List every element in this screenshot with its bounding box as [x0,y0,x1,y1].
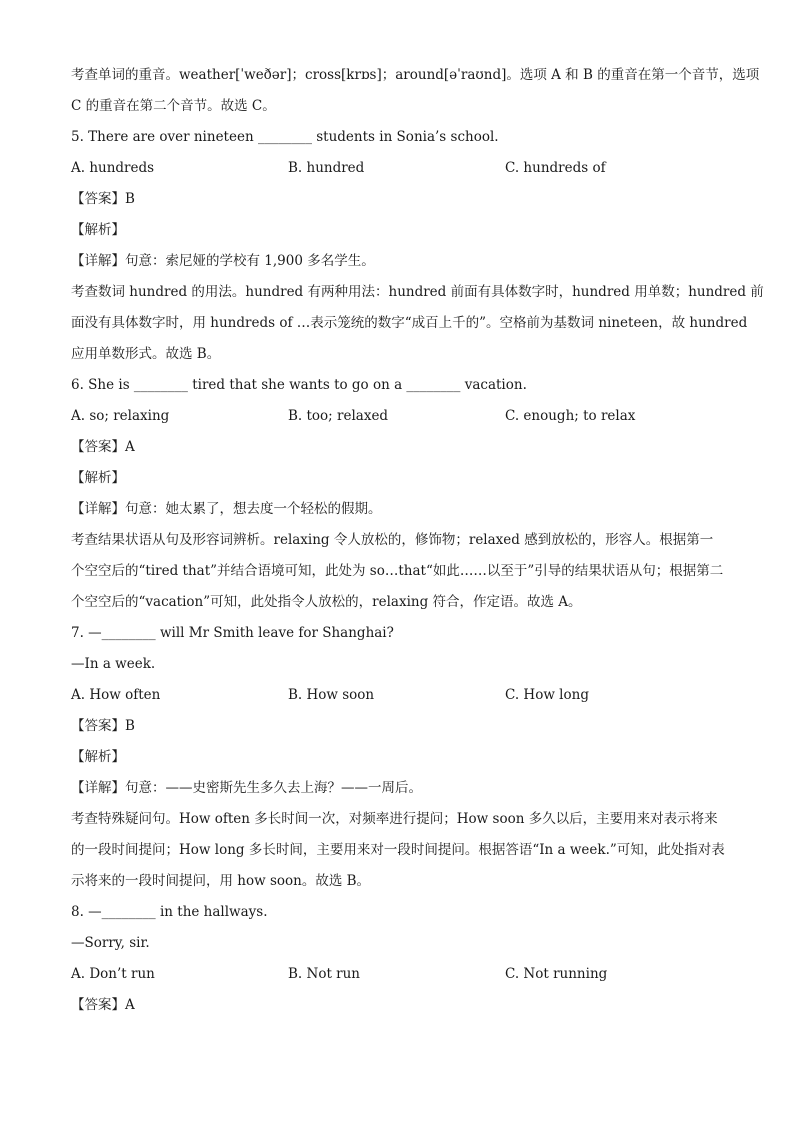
question-8-options [71,963,726,994]
answer-line: 【答案】A [71,997,135,1013]
analysis-heading: 【解析】 [71,470,125,486]
question-6: 6. She is ________ tired that she wants to go on a ________ vacation. [71,377,527,393]
question-8: 8. —________ in the hallways. [71,904,268,920]
question-7-options [71,684,726,715]
question-5: 5. There are over nineteen ________ students in Sonia’s school. [71,129,499,145]
option-a: A. hundreds [71,160,155,176]
document-page [71,64,764,1025]
analysis-heading: 【解析】 [71,222,125,238]
question-7-reply: —In a week. [71,656,156,672]
option-a: A. Don’t run [71,966,155,982]
option-b: B. How soon [288,687,375,703]
answer-line: 【答案】A [71,439,135,455]
text-line: 面没有具体数字时，用 hundreds of …表示笼统的数字“成百上千的”。空格前为基数词 nineteen，故 hundred [71,315,748,331]
option-c: C. enough; to relax [505,408,636,424]
detail-line: 【详解】句意：——史密斯先生多久去上海？——一周后。 [71,780,422,796]
option-b: B. hundred [288,160,365,176]
question-7: 7. —________ will Mr Smith leave for Shanghai? [71,625,394,641]
analysis-heading: 【解析】 [71,749,125,765]
text-line: 示将来的一段时间提问，用 how soon。故选 B。 [71,873,371,889]
detail-line: 【详解】句意：她太累了，想去度一个轻松的假期。 [71,501,382,517]
text-line: 应用单数形式。故选 B。 [71,346,221,362]
option-c: C. How long [505,687,589,703]
text-line: 个空空后的“vacation”可知，此处指令人放松的，relaxing 符合，作定语。故选 A。 [71,594,582,610]
text-line: 考查结果状语从句及形容词辨析。relaxing 令人放松的，修饰物；relaxed 感到放松的，形容人。根据第一 [71,532,714,548]
option-a: A. so; relaxing [71,408,170,424]
text-line: 的一段时间提问；How long 多长时间，主要用来对一段时间提问。根据答语“In a week.”可知，此处指对表 [71,842,725,858]
option-c: C. hundreds of [505,160,606,176]
text-line: C 的重音在第二个音节。故选 C。 [71,98,276,114]
text-line: 考查单词的重音。weather[ˈweðər]；cross[krɒs]；around[əˈraʊnd]。选项 A 和 B 的重音在第一个音节，选项 [71,67,760,83]
text-line: 考查特殊疑问句。How often 多长时间一次，对频率进行提问；How soon 多久以后，主要用来对表示将来 [71,811,718,827]
answer-line: 【答案】B [71,718,135,734]
question-6-options [71,405,726,436]
option-b: B. Not run [288,966,361,982]
option-c: C. Not running [505,966,608,982]
question-5-options [71,157,726,188]
answer-line: 【答案】B [71,191,135,207]
option-b: B. too; relaxed [288,408,389,424]
text-line: 个空空后的“tired that”并结合语境可知，此处为 so…that“如此……以至于”引导的结果状语从句；根据第二 [71,563,724,579]
detail-line: 【详解】句意：索尼娅的学校有 1,900 多名学生。 [71,253,375,269]
question-8-reply: —Sorry, sir. [71,935,150,951]
text-line: 考查数词 hundred 的用法。hundred 有两种用法：hundred 前面有具体数字时，hundred 用单数；hundred 前 [71,284,764,300]
option-a: A. How often [71,687,161,703]
